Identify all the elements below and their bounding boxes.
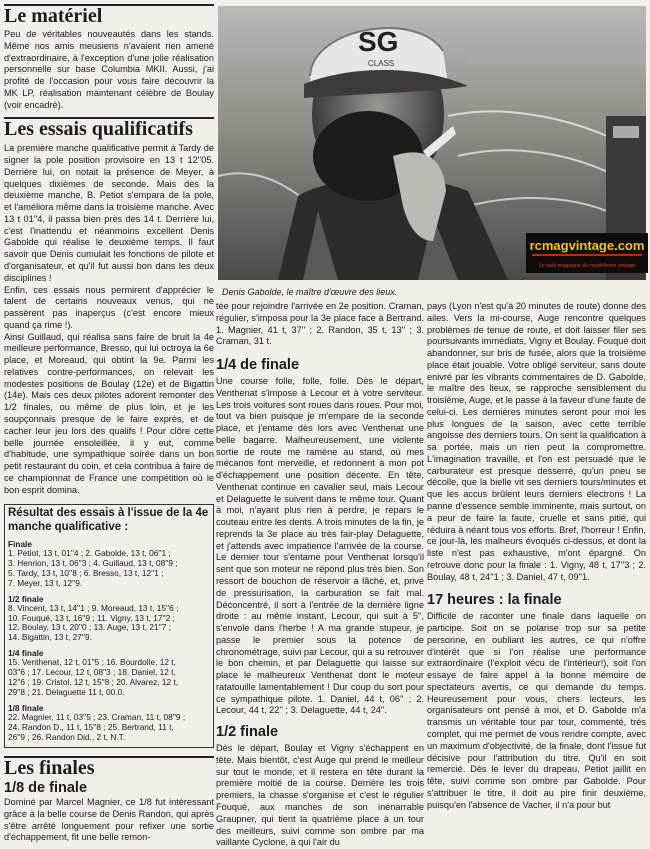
results-title: Résultat des essais à l'issue de la 4e manche qualificative : xyxy=(8,507,209,533)
results-line: 12''6 ; 19. Cristol, 12 t, 15''8 ; 20. Alvarez, 12 t, xyxy=(8,677,179,688)
results-line: 5. Tardy, 13 t, 10''8 ; 6. Bresso, 13 t, 12''1 ; xyxy=(8,567,164,578)
results-line: 29''8 ; 21. Delaguette 11 t, 00.0. xyxy=(8,687,125,698)
essais-paragraph-2: Enfin, ces essais nous permirent d'apprécier le talent de certains nouveaux venus, qui ne passèrent pas inaperçus (c'est encore mieux quand ça rime !). xyxy=(4,284,214,330)
results-half-label: 1/2 finale xyxy=(8,593,44,604)
column-3 xyxy=(427,301,646,811)
eighth-final-text: Dominé par Marcel Magnier, ce 1/8 fut intéressant grâce à la belle course de Denis Randon, qui après s'être arrêté longuement pour refixer une sortie d'échappement, fit une belle remon- xyxy=(4,797,214,843)
column-2 xyxy=(216,301,424,849)
results-line: 3. Henrion, 13 t, 06''3 ; 4. Guillaud, 13 t, 08''9 ; xyxy=(8,557,178,568)
heading-eighth-final: 1/8 de finale xyxy=(4,780,88,797)
heading-half-final: 1/2 finale xyxy=(216,724,279,741)
half-final-text: Dès le départ, Boulay et Vigny s'échappent en tête. Mais bientôt, c'est Auge qui prend le meilleur sur tout le monde, et il restera en tête durant la première moitié de la course. Derrière les trois premiers, la chasse s'organise et c'est le régulier Fouqué, aux manches de son inénarrable Graupner, qui tient la quatrième place à un tour des meilleurs, suivi comme son ombre par ma vaillante Cyclone, à qui l'air du xyxy=(216,743,424,848)
photo-caption: Denis Gabolde, le maître d'œuvre des lieux. xyxy=(222,287,398,297)
results-line: 1. Petiot, 13 t, 01''4 ; 2. Gabolde, 13 t, 06''1 ; xyxy=(8,547,171,558)
logo-tagline: Le web magazine du modélisme vintage xyxy=(538,263,636,269)
heading-quarter-final: 1/4 de finale xyxy=(216,357,300,374)
column-1 xyxy=(4,0,214,844)
results-line: 03''6 ; 17. Lecour, 12 t, 08''3 ; 18. Daniel, 12 t, xyxy=(8,667,176,678)
results-line: 26''9 ; 26. Randon Did., 2 t, N.T. xyxy=(8,732,126,743)
results-line: 8. Vincent, 13 t, 14''1 ; 9. Moreaud, 13 t, 15''6 ; xyxy=(8,602,179,613)
heading-final: 17 heures : la finale xyxy=(427,592,562,609)
essais-paragraph-3: Ainsi Guillaud, qui réalisa sans faire de bruit la 4e meilleure performance, Bresso, qui lui octroya la 6e place, et Moreaud, qui obtint la 9e. Parmi les relatives contre-performances, on relevait les modestes positions de Boulay (12e) et de Bigattin (14e). Mais ces deux pilotes adorent remonter des 1/2 finales, ou même de plus loin, et je les soupçonnais presque de le faire exprès, et de cacher leur jeu lors des qualifs ! Pour clôre cette belle journée ensoleillée, il y eut, comme d'habitude, une sympathique soirée dans un bon petit restaurant du coin, et cela contribua à faire de ce championnat de France une compétition où le bon esprit domina. xyxy=(4,331,214,495)
cap-text: CLASS xyxy=(368,59,395,68)
results-box xyxy=(4,504,214,748)
heading-materiel: Le matériel xyxy=(4,5,103,27)
results-line: 22. Magnier, 11 t, 03''5 ; 23. Craman, 11 t, 08''9 ; xyxy=(8,712,186,723)
materiel-text: Peu de véritables nouveautés dans les stands. Même nos amis meusiens n'avaient rien amené d'extraordinaire, à l'exception d'une jolie réalisation personnelle sur base Columbia MKII. Aussi, j'ai profité de l'occasion pour vous faire découvrir la MK LP, réalisation maintenant célèbre de Boulay (voir encadré). xyxy=(4,29,214,110)
rcmagvintage-logo xyxy=(526,233,648,273)
results-eighth-label: 1/8 finale xyxy=(8,703,44,714)
results-quarter-label: 1/4 finale xyxy=(8,648,44,659)
final-text: Difficile de raconter une finale dans laquelle on participe. Soit on se polarise trop sur sa petite personne, en oubliant les autres, ce qui n'offre d'intérêt que si l'on réalise une performance extraordinaire (l'exploit vécu de l'intérieur!), soit l'on essaye de faire appel à la bonne mémoire de spectateurs avertis, ce qui demande du temps. Heureusement pour vous, chers lecteurs, les organisateurs ont pensé à moi, et D. Gabolde m'a transmis un véritable tour par tour, commenté, très complet, qui me permet de vous rendre compte, avec un maximum d'objectivité, de la finale, dont l'issue fut décisive pour l'attribution du titre. Qu'il en soit remercié. Dès le lever du drapeau, Petiot jaillit en tête, suivi comme son ombre par Gabolde. Pour s'attribuer le titre, il doit au pire finir deuxième, puisqu'en l'absence de Vacher, il n'a pour but xyxy=(427,611,646,810)
quarter-final-text: Une course folle, folle, folle. Dès le départ, Venthenat s'impose à Lecour et à votre serviteur. Les trois voitures sont roues dans roues. Pour moi, tout va bien puisque je m'empare de la seconde place, et j'entame dès lors avec Venthenat une belle bagarre. Malheureusement, une violente sortie de route me ramène au stand, où mes mécanos font merveille, et redonnent à mon pot d'échappement une position décente. En tête, Venthenat continue en cavalier seul, mais Lecour et Delaguette le suivent dans le même tour. Quant à moi, n'ayant plus rien à perdre, je repars le couteau entre les dents. A trois minutes de la fin, je reprends la 3e place au très fair-play Delaguette, et j'attends avec impatience l'arrivée de la course. Le dernier tour s'entame pour Venthenat lorsqu'il sent que son moteur ne répond plus très bien. Son ressort de bouchon de réservoir a lâché, et, privé de pressurisation, la carburation se fait mal. Déconcentré, il sort à l'entrée de la dernière ligne droite : au même instant, Lecour, qui suit à 5'', s'envole dans l'herbe ! A ma grande stupeur, je passe le premier sous la potence de chronométrage, suivi par Lecour, qui a su retrouver le bon chemin, et par Delaguette qui laisse sur place le malheureux Venthenat dont le moteur ratatouille lamentablement ! Dur coup du sort pour ce sympathique pilote. 1. Daniel, 44 t, 06'' ; 2. Lecour, 44 t, 22'' ; 3. Delaguette, 44 t, 24''. xyxy=(216,376,424,716)
essais-paragraph-1: La première manche qualificative permit à Tardy de signer la pole position provisoire en 13 t 12''05. Derrière lui, on notait la présence de Meyer, à quelques dixièmes de seconde. Mais dès la deuxième manche, B. Petiot s'empara de la pole, et l'améliora même dans la troisième manche. Avec 13 t 01''4, il passa bien près des 14 t. Derrière lui, c'est l'inattendu et néanmoins excellent Denis Gabolde qui réalise le deuxième temps. Il faut savoir que Denis cumulait les fonctions de pilote et d'organisateur, et qu'il fut aussi bon dans les deux disciplines ! xyxy=(4,143,214,283)
results-line: 7. Meyer, 13 t, 12''9. xyxy=(8,577,83,588)
heading-finales: Les finales xyxy=(4,757,95,780)
results-line: 15. Venthenat, 12 t, 01''5 ; 16. Bourdolle, 12 t, xyxy=(8,657,176,668)
logo-name: rcmagvintage.com xyxy=(529,238,645,253)
results-line: 10. Fouqué, 13 t, 16''9 ; 11. Vigny, 13 t, 17''2 ; xyxy=(8,612,175,623)
results-line: 12. Boulay, 13 t, 20''0 ; 13. Auge, 13 t, 21''7 ; xyxy=(8,622,172,633)
results-line: 14. Bigattin, 13 t, 27''9. xyxy=(8,632,92,643)
heading-essais: Les essais qualificatifs xyxy=(4,118,193,141)
cap-logo: SG xyxy=(358,26,399,57)
results-finale-label: Finale xyxy=(8,538,32,549)
eighth-final-continued: tée pour rejoindre l'arrivée en 2e position. Craman, régulier, s'imposa pour la 3e place face à Bertrand. 1. Magnier, 41 t, 37'' ; 2. Randon, 35 t, 13'' ; 3. Craman, 31 t. xyxy=(216,301,424,347)
half-final-continued: pays (Lyon n'est qu'à 20 minutes de route) donne des ailes. Vers la mi-course, Auge rencontre quelques problèmes de tenue de route, et doit laisser filer ses poursuivants immédiats, Vigny et Boulay. Fouqué doit abandonner, sur bris de fusée, alors que la troisième place était jouable. Votre obligé serviteur, sans doute enivré par les vibrants commentaires de D. Gabolde, le maître des lieux, se rapproche sensiblement du troisième, Auge, et le passe à la faveur d'une faute de celui-ci. Les dernières minutes seront pour moi les plus longues de la saison, avec cette terrible angoisse des derniers tours. On sent la qualification à sa portée, mais un rien peut la compromettre. L'imagination travaille, et l'on est persuadé que le carburateur est presque desserré, qu'un pneu se décolle, que la bielle vit ses derniers tours/minutes et que les accus brûlent leurs derniers électrons ! La panne d'essence semble imminente, mais surtout, on a peur de faire la faute, cruelle et sans pitié, qui réduira à néant tous vos efforts. Bref, l'horreur ! Enfin, ce jour-là, les malheurs évoqués ci-dessus, et dont la liste n'est pas exhaustive, m'ont épargné. On retrouve donc pour la finale : 1. Vigny, 48 t, 17''3 ; 2. Boulay, 48 t, 24''1 ; 3. Daniel, 47 t, 09''1. xyxy=(427,301,646,582)
logo-graphic xyxy=(526,233,648,273)
results-line: 24. Randon D., 11 t, 15''8 ; 25. Bertrand, 11 t, xyxy=(8,722,174,733)
